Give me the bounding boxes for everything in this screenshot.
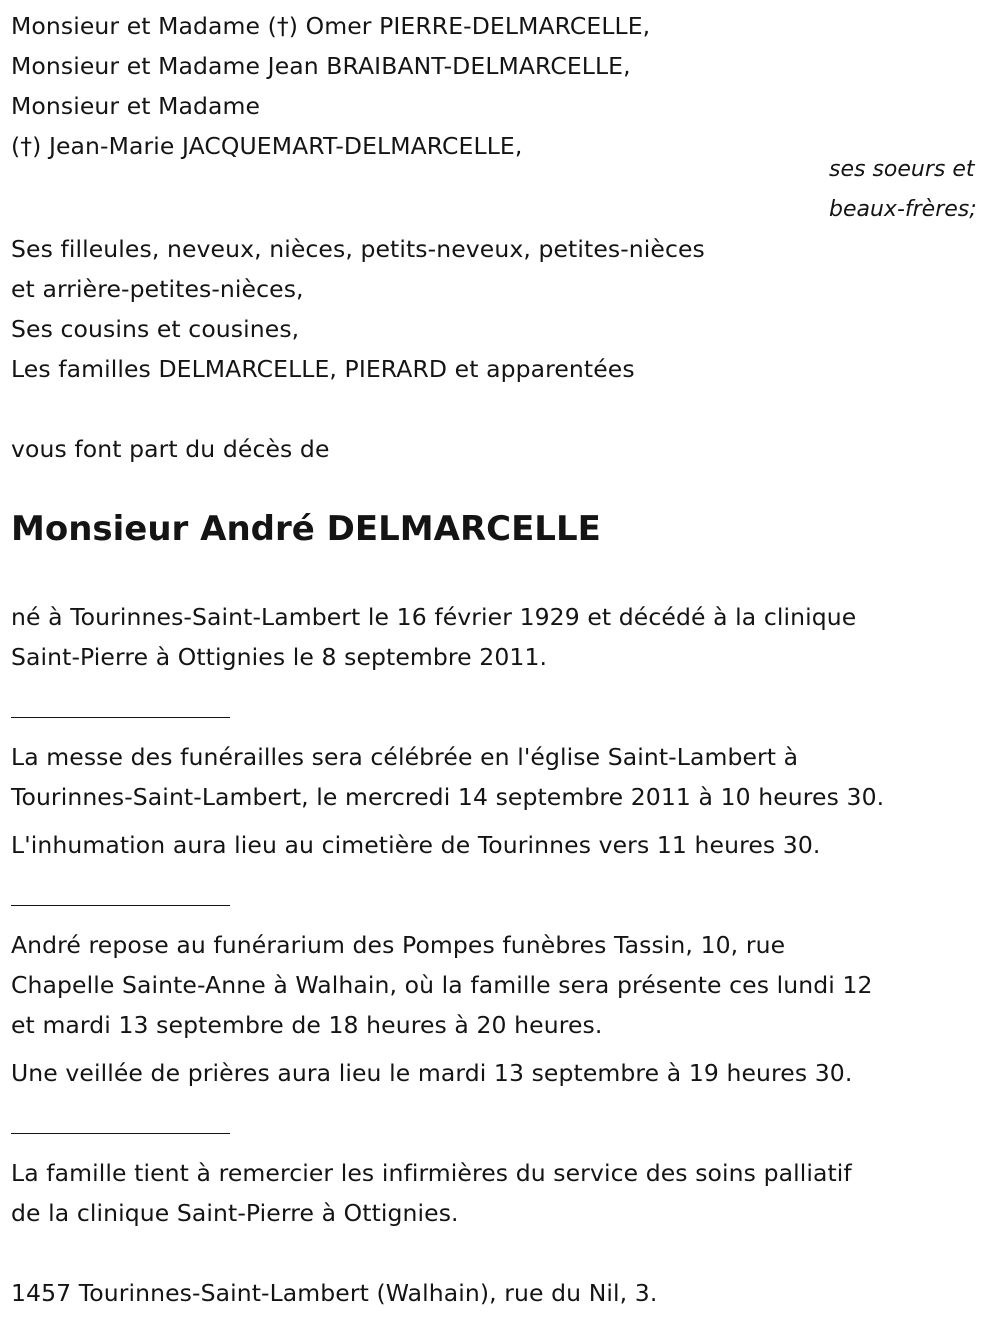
family-line: Monsieur et Madame Jean BRAIBANT-DELMARCELLE, <box>11 52 631 80</box>
thanks-line: La famille tient à remercier les infirmières du service des soins palliatif <box>11 1159 852 1187</box>
visitation-line: et mardi 13 septembre de 18 heures à 20 heures. <box>11 1011 603 1039</box>
relatives-line: et arrière-petites-nièces, <box>11 275 304 303</box>
burial-line: L'inhumation aura lieu au cimetière de Tourinnes vers 11 heures 30. <box>11 831 821 859</box>
visitation-line: Chapelle Sainte-Anne à Walhain, où la famille sera présente ces lundi 12 <box>11 971 873 999</box>
family-line: Monsieur et Madame (†) Omer PIERRE-DELMARCELLE, <box>11 12 651 40</box>
birth-death-line: né à Tourinnes-Saint-Lambert le 16 février 1929 et décédé à la clinique <box>11 603 857 631</box>
announcement: vous font part du décès de <box>11 435 330 463</box>
mass-line: Tourinnes-Saint-Lambert, le mercredi 14 septembre 2011 à 10 heures 30. <box>11 783 885 811</box>
relation-note: ses soeurs et <box>829 157 975 182</box>
mass-line: La messe des funérailles sera célébrée en l'église Saint-Lambert à <box>11 743 799 771</box>
address: 1457 Tourinnes-Saint-Lambert (Walhain), rue du Nil, 3. <box>11 1279 658 1307</box>
family-line: (†) Jean-Marie JACQUEMART-DELMARCELLE, <box>11 132 523 160</box>
relatives-line: Ses cousins et cousines, <box>11 315 300 343</box>
divider <box>11 717 230 718</box>
vigil-line: Une veillée de prières aura lieu le mardi 13 septembre à 19 heures 30. <box>11 1059 853 1087</box>
relatives-line: Ses filleules, neveux, nièces, petits-neveux, petites-nièces <box>11 235 705 263</box>
divider <box>11 905 230 906</box>
thanks-line: de la clinique Saint-Pierre à Ottignies. <box>11 1199 459 1227</box>
relation-note: beaux-frères; <box>829 197 977 222</box>
family-line: Monsieur et Madame <box>11 92 261 120</box>
birth-death-line: Saint-Pierre à Ottignies le 8 septembre 2011. <box>11 643 548 671</box>
relatives-line: Les familles DELMARCELLE, PIERARD et apparentées <box>11 355 635 383</box>
deceased-name: Monsieur André DELMARCELLE <box>11 509 601 549</box>
divider <box>11 1133 230 1134</box>
visitation-line: André repose au funérarium des Pompes funèbres Tassin, 10, rue <box>11 931 786 959</box>
